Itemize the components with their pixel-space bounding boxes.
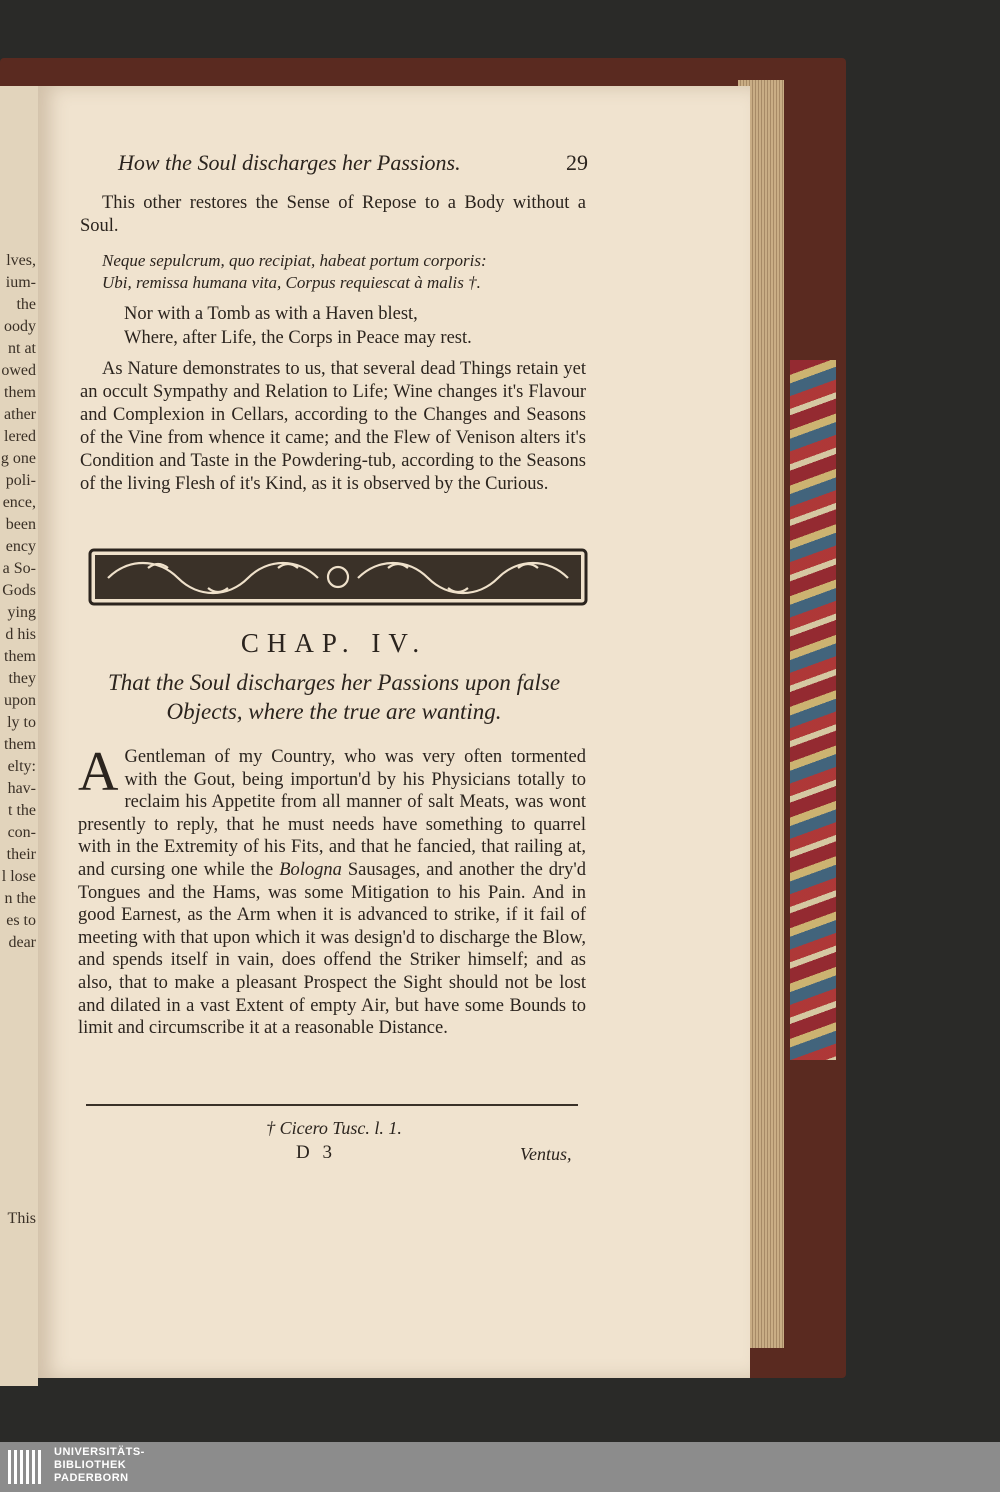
chapter-body [78,741,586,1040]
footnote: † Cicero Tusc. l. 1. [266,1118,402,1138]
left-page-line: g one [0,450,36,467]
intro-paragraph: This other restores the Sense of Repose to a Body without a Soul. [80,193,586,236]
chapter-title [80,668,588,726]
intro-paragraph-block [80,192,586,238]
ornament-headpiece [88,548,588,606]
left-page-line: them [4,384,36,401]
chapter-number: CHAP. IV. [240,628,428,658]
left-page-line: ence, [2,494,36,511]
left-page-line: been [5,516,36,533]
verse-line: Nor with a Tomb as with a Haven blest, [124,304,418,324]
left-page-line: n the [4,890,36,907]
left-page-line: hav- [7,780,36,797]
left-page-line: ency [5,538,36,555]
body-text-end: Sausages, and another the dry'd Tongues and the Hams, was some Mitigation to his Pain. And in good Earnest, as the Arm when it is advanced to strike, if it fail of meeting with that upon which it was design'd to discharge the Blow, and spends itself in vain, does offend the Striker himself; and as also, that to make a pleasant Prospect the Sight should not be lost and dilated in a vast Extent of empty Air, but have some Bounds to limit and circumscribe it at a reasonable Distance. [78,859,586,1039]
left-page-line: dear [8,934,36,951]
left-page-line: elty: [7,758,36,775]
chapter-title-line: Objects, where the true are wanting. [166,699,502,724]
latin-quote [80,250,608,294]
left-page-line: they [8,670,36,687]
left-page-line: lered [4,428,36,445]
left-page-line: t the [8,802,36,819]
library-name-line: PADERBORN [54,1472,129,1484]
chapter-title-line: That the Soul discharges her Passions upon false [107,670,561,695]
left-page-line: l lose [1,868,36,885]
left-page-line: d his [5,626,36,643]
body-italic-word: Bologna [279,859,342,880]
verse-line: Where, after Life, the Corps in Peace may rest. [124,328,472,348]
library-name-line: UNIVERSITÄTS- [54,1446,145,1458]
left-page-line: oody [4,318,36,335]
left-page-line: them [4,648,36,665]
left-page-line: poli- [5,472,36,489]
nature-paragraph-block [80,358,586,496]
left-page-line: This [7,1210,36,1227]
left-page-line: their [6,846,36,863]
left-page-line: Gods [2,582,36,599]
running-head [118,150,588,176]
left-page-fragment [0,86,38,1386]
latin-line: Neque sepulcrum, quo recipiat, habeat portum corporis: [102,251,487,270]
left-page-line: lves, [6,252,36,269]
marbled-endpaper [790,360,836,1060]
left-page-line: the [16,296,36,313]
drop-cap: A [78,741,119,803]
library-name [54,1446,145,1485]
catchword: Ventus, [520,1144,572,1164]
nature-paragraph: As Nature demonstrates to us, that several dead Things retain yet an occult Sympathy and Relation to Life; Wine changes it's Flavour and Complexion in Cellars, according to the Changes and Seasons of the Vine from whence it came; and the Flew of Venison alters it's Condition and Taste in the Powdering-tub, according to the Seasons of the living Flesh of it's Kind, as it is observed by the Curious. [80,359,586,494]
left-page-line: es to [6,912,36,929]
body-text-start: Gentleman of my Country, who was very often tormented with the Gout, being importun'd by his Physicians totally to reclaim his Appetite from all manner of salt Meats, was wont presently to reply, that he must needs have something to quarrel with in the Extremity of his Fits, and that he fancied, that railing at, and cursing one while the [78,747,586,880]
library-logo-icon [6,1446,46,1488]
running-head-title: How the Soul discharges her Passions. [118,150,461,175]
library-footer [0,1442,1000,1492]
left-page-line: nt at [8,340,36,357]
left-page-line: upon [4,692,36,709]
page-number: 29 [566,150,588,175]
footnote-rule [86,1104,578,1106]
left-page-line: ly to [7,714,36,731]
verse [80,302,630,350]
signature-mark: D 3 [296,1142,336,1163]
latin-line: Ubi, remissa humana vita, Corpus requiescat à malis †. [102,273,481,292]
left-page-line: owed [1,362,36,379]
left-page-line: ying [7,604,36,621]
left-page-line: them [4,736,36,753]
left-page-line: ium- [5,274,36,291]
left-page-line: ather [4,406,36,423]
left-page-line: a So- [2,560,36,577]
library-name-line: BIBLIOTHEK [54,1459,127,1471]
left-page-line: con- [7,824,36,841]
